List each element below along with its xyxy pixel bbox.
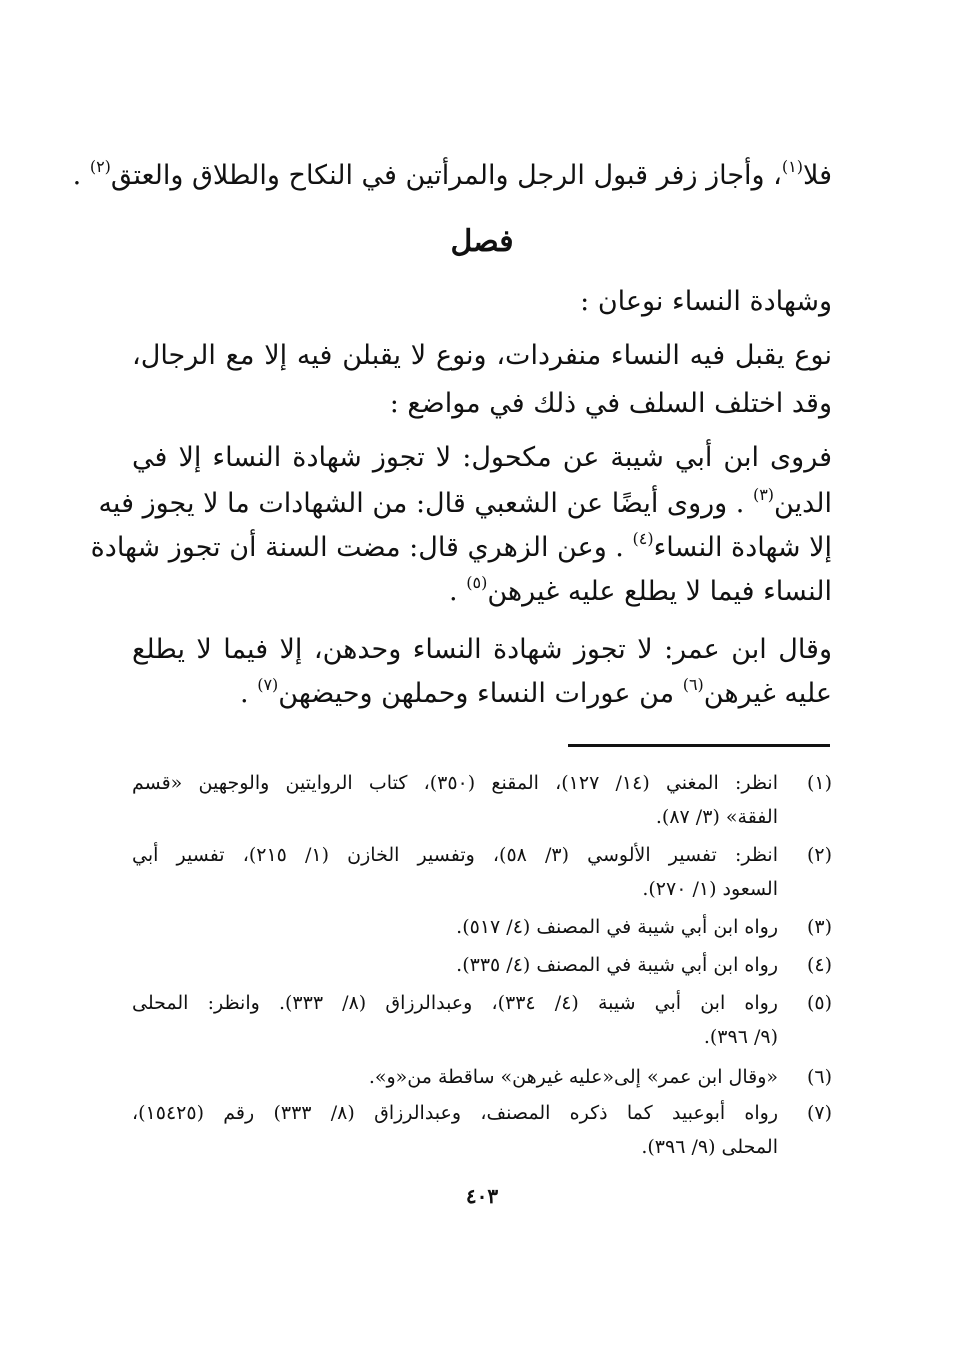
p3-l3-text-b: . وعن الزهري قال: مضت السنة أن تجوز شهادة — [90, 532, 633, 563]
paragraph-1: وشهادة النساء نوعان : — [580, 286, 832, 317]
footnote-number: (٤) — [806, 954, 832, 976]
footnote-ref-1[interactable]: (١) — [781, 157, 803, 176]
p3-l2-text-a: الدين — [774, 488, 832, 519]
footnote-5-cont: (٩/ ٣٩٦). — [703, 1026, 778, 1048]
paragraph-3-line-4 — [132, 574, 832, 610]
footnote-1-cont: الفقة» (٣/ ٨٧). — [655, 806, 778, 828]
p4-l2-text-b: من عورات النساء وحملهن وحيضهن — [278, 678, 683, 709]
footnote-7-cont: المحلى (٩/ ٣٩٦). — [641, 1136, 778, 1158]
p3-l4-text-a: النساء فيما لا يطلع عليه غيرهن — [487, 576, 832, 607]
footnote-number: (٢) — [806, 844, 832, 866]
footnote-number: (١) — [806, 772, 832, 794]
footnote-ref-4[interactable]: (٤) — [632, 529, 654, 548]
footnote-ref-7[interactable]: (٧) — [257, 675, 279, 694]
paragraph-3-line-2 — [98, 485, 832, 522]
page-number: ٤٠٣ — [465, 1184, 499, 1208]
footnote-text: رواه ابن أبي شيبة في المصنف (٤/ ٣٣٥). — [456, 954, 778, 976]
footnote-ref-6[interactable]: (٦) — [682, 675, 704, 694]
footnote-3 — [132, 914, 832, 940]
p4-l2-text-a: عليه غيرهن — [703, 678, 832, 709]
footnote-5 — [132, 990, 832, 1016]
paragraph-3-line-1: فروى ابن أبي شيبة عن مكحول: لا تجوز شهادة النساء إلا في — [132, 442, 832, 473]
intro-line — [72, 157, 832, 194]
paragraph-2-line-1: نوع يقبل فيه النساء منفردات، ونوع لا يقبلن فيه إلا مع الرجال، — [132, 340, 832, 371]
section-heading: فصل — [450, 224, 514, 259]
p3-l4-text-b: . — [449, 576, 467, 607]
footnote-text: «وقال ابن عمر» إلى«عليه غيرهن» ساقطة من«و». — [368, 1066, 778, 1088]
footnote-ref-5[interactable]: (٥) — [466, 573, 488, 592]
footnote-number: (٧) — [806, 1102, 832, 1124]
footnote-ref-2[interactable]: (٢) — [89, 157, 111, 176]
footnote-text: رواه أبوعبيد كما ذكره المصنف، وعبدالرزاق (٨/ ٣٣٣) رقم (١٥٤٢٥)، — [132, 1102, 778, 1124]
footnote-text: انظر: المغني (١٤/ ١٢٧)، المقنع (٣٥٠)، كتاب الروايتين والوجهين «قسم — [132, 772, 778, 794]
footnote-separator — [568, 744, 830, 747]
footnote-ref-3[interactable]: (٣) — [752, 485, 775, 504]
intro-text-b: ، وأجاز زفر قبول الرجل والمرأتين في النكاح والطلاق والعتق — [110, 160, 782, 191]
footnote-6 — [132, 1064, 832, 1090]
footnote-2 — [132, 842, 832, 868]
footnote-number: (٣) — [806, 916, 832, 938]
footnote-text: رواه ابن أبي شيبة (٤/ ٣٣٤)، وعبدالرزاق (٨/ ٣٣٣). وانظر: المحلى — [132, 992, 778, 1014]
footnote-text: رواه ابن أبي شيبة في المصنف (٤/ ٥١٧). — [456, 916, 778, 938]
paragraph-4-line-2 — [132, 676, 832, 712]
intro-text-a: فلا — [802, 160, 832, 191]
p4-l2-text-c: . — [240, 678, 258, 709]
p3-l2-text-b: . وروى أيضًا عن الشعبي قال: من الشهادات ما لا يجوز فيه — [98, 488, 753, 519]
footnote-1 — [132, 770, 832, 796]
footnote-7 — [132, 1100, 832, 1126]
footnote-number: (٥) — [806, 992, 832, 1014]
footnote-number: (٦) — [806, 1066, 832, 1088]
footnote-4 — [132, 952, 832, 978]
p3-l3-text-a: إلا شهادة النساء — [653, 532, 832, 563]
paragraph-3-line-3 — [90, 529, 832, 566]
intro-text-c: . — [72, 160, 90, 191]
footnote-2-cont: السعود (١/ ٢٧٠). — [642, 878, 778, 900]
paragraph-2-line-2: وقد اختلف السلف في ذلك في مواضع : — [389, 388, 832, 419]
footnote-text: انظر: تفسير الألوسي (٣/ ٥٨)، وتفسير الخازن (١/ ٢١٥)، تفسير أبي — [132, 844, 778, 866]
paragraph-4-line-1: وقال ابن عمر: لا تجوز شهادة النساء وحدهن، إلا فيما لا يطلع — [132, 634, 832, 665]
